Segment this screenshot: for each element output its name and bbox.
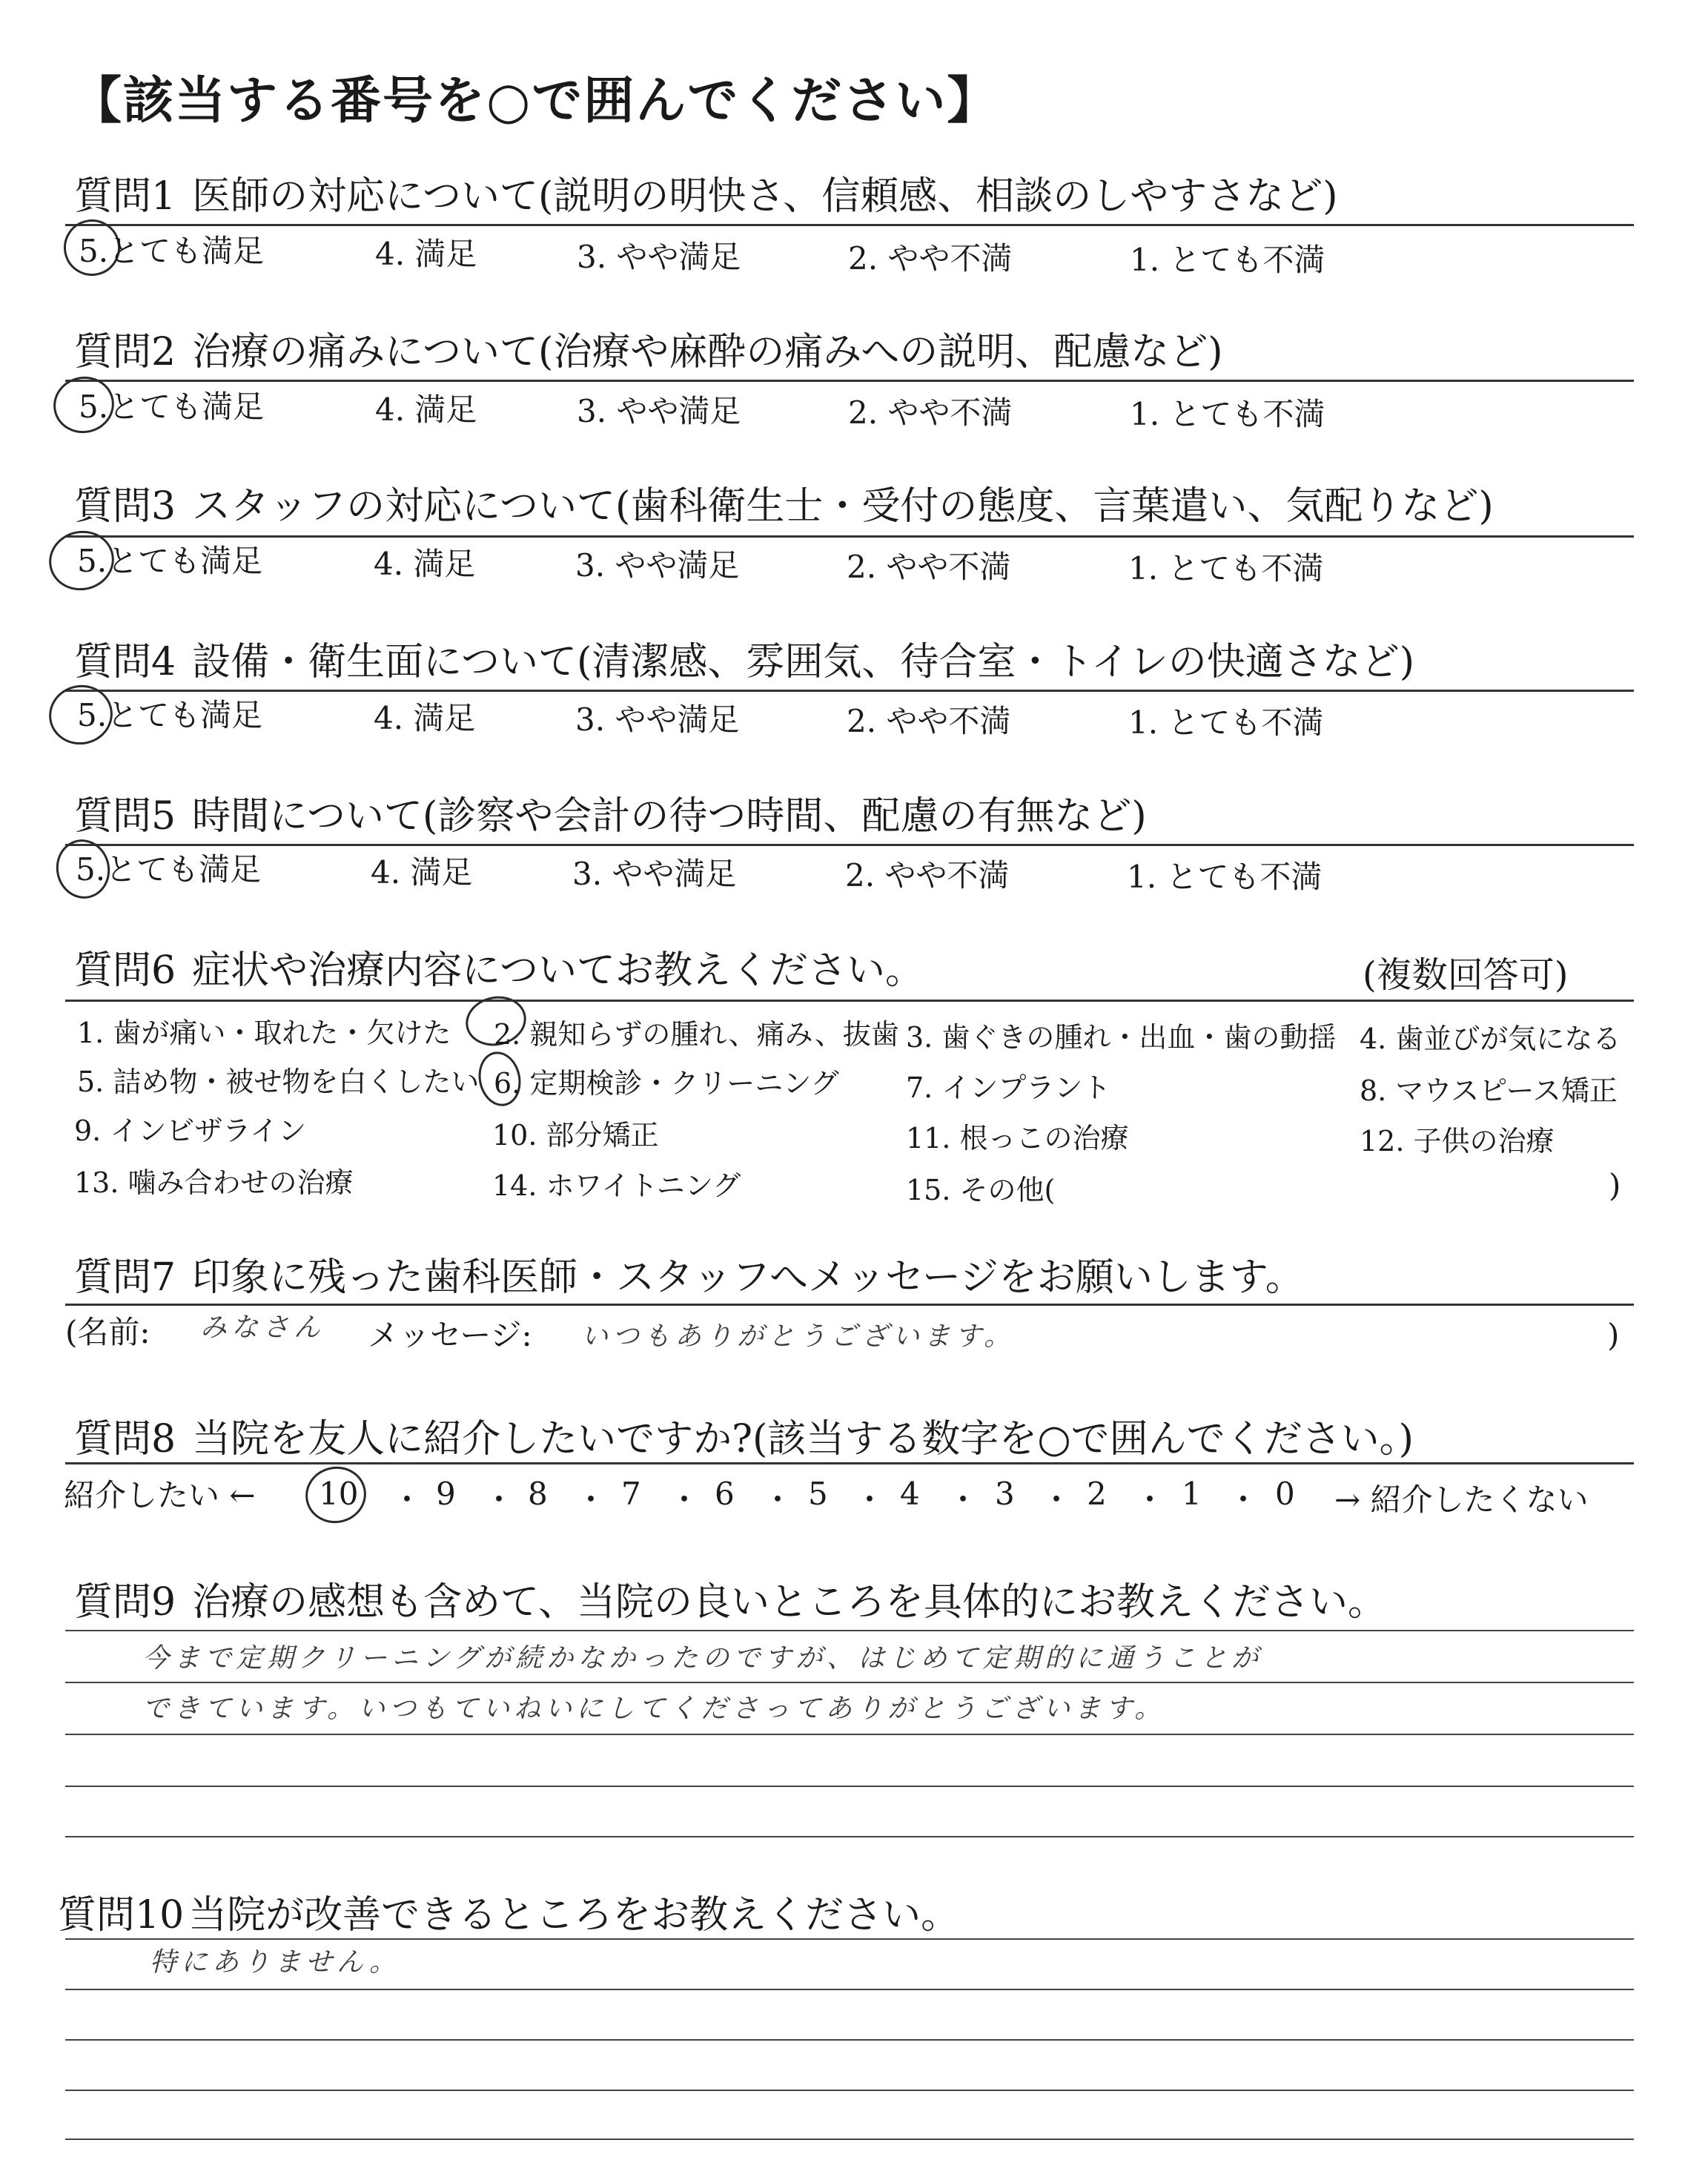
scale-dot: ・ bbox=[1134, 1482, 1166, 1518]
question-heading: 質問5 時間について(診察や会計の待つ時間、配慮の有無など) bbox=[74, 794, 1147, 839]
scale-7[interactable]: 7 bbox=[621, 1476, 641, 1512]
option-4[interactable]: 4. 満足 bbox=[371, 854, 473, 891]
question-heading: 質問6 症状や治療内容についてお教えください。 bbox=[74, 948, 924, 993]
option-5[interactable]: 5.とても満足 bbox=[77, 697, 263, 733]
q6-option-14[interactable]: 14. ホワイトニング bbox=[492, 1169, 741, 1202]
not-recommend-label: → 紹介したくない bbox=[1334, 1482, 1589, 1518]
answer-line bbox=[65, 1630, 1634, 1631]
scale-dot: ・ bbox=[1228, 1482, 1260, 1518]
scale-dot: ・ bbox=[575, 1482, 607, 1518]
option-4[interactable]: 4. 満足 bbox=[374, 700, 476, 736]
option-2[interactable]: 2. やや不満 bbox=[845, 857, 1010, 894]
page-title: 【該当する番号を○で囲んでください】 bbox=[71, 71, 999, 131]
q6-option-1[interactable]: 1. 歯が痛い・取れた・欠けた bbox=[77, 1017, 451, 1049]
option-5[interactable]: 5.とても満足 bbox=[79, 233, 265, 269]
scale-8[interactable]: 8 bbox=[528, 1476, 548, 1512]
option-1[interactable]: 1. とても不満 bbox=[1130, 242, 1325, 278]
scale-6[interactable]: 6 bbox=[715, 1476, 735, 1512]
scale-dot: ・ bbox=[947, 1482, 979, 1518]
question-heading: 質問3 スタッフの対応について(歯科衛生士・受付の態度、言葉遣い、気配りなど) bbox=[74, 484, 1494, 529]
question-heading: 質問2 治療の痛みについて(治療や麻酔の痛みへの説明、配慮など) bbox=[74, 330, 1223, 374]
scale-dot: ・ bbox=[1041, 1482, 1073, 1518]
q6-option-15[interactable]: 15. その他( bbox=[906, 1174, 1056, 1206]
option-5[interactable]: 5.とても満足 bbox=[79, 389, 265, 425]
q6-option-5[interactable]: 5. 詰め物・被せ物を白くしたい bbox=[77, 1066, 480, 1098]
question-heading: 質問4 設備・衛生面について(清潔感、雰囲気、待合室・トイレの快適さなど) bbox=[74, 640, 1415, 684]
message-handwritten: いつもありがとうございます。 bbox=[581, 1321, 1016, 1352]
option-3[interactable]: 3. やや満足 bbox=[577, 239, 741, 275]
answer-line bbox=[65, 1989, 1634, 1990]
option-3[interactable]: 3. やや満足 bbox=[577, 393, 741, 429]
name-label: (名前: bbox=[65, 1314, 150, 1350]
option-4[interactable]: 4. 満足 bbox=[375, 236, 477, 272]
option-4[interactable]: 4. 満足 bbox=[375, 392, 477, 428]
answer-line bbox=[65, 2090, 1634, 2091]
option-1[interactable]: 1. とても不満 bbox=[1127, 859, 1323, 895]
option-2[interactable]: 2. やや不満 bbox=[848, 394, 1013, 431]
option-3[interactable]: 3. やや満足 bbox=[575, 701, 740, 738]
divider bbox=[65, 1462, 1634, 1464]
answer-line bbox=[65, 1836, 1634, 1837]
divider bbox=[65, 690, 1634, 692]
option-1[interactable]: 1. とても不満 bbox=[1128, 704, 1324, 741]
question-heading: 質問9 治療の感想も含めて、当院の良いところを具体的にお教えください。 bbox=[74, 1580, 1387, 1625]
scale-dot: ・ bbox=[762, 1482, 794, 1518]
q6-option-8[interactable]: 8. マウスピース矯正 bbox=[1360, 1074, 1618, 1107]
scale-dot: ・ bbox=[391, 1482, 423, 1518]
scale-2[interactable]: 2 bbox=[1087, 1476, 1107, 1512]
answer-line bbox=[65, 1938, 1634, 1940]
q6-option-9[interactable]: 9. インビザライン bbox=[74, 1114, 307, 1147]
scale-10[interactable]: 10 bbox=[319, 1476, 359, 1512]
divider bbox=[65, 844, 1634, 846]
message-label: メッセージ: bbox=[368, 1317, 532, 1353]
scale-dot: ・ bbox=[854, 1482, 886, 1518]
q6-option-6[interactable]: 6. 定期検診・クリーニング bbox=[494, 1067, 839, 1100]
option-2[interactable]: 2. やや不満 bbox=[847, 703, 1011, 739]
question-heading: 質問1 医師の対応について(説明の明快さ、信頼感、相談のしやすさなど) bbox=[74, 174, 1338, 219]
option-4[interactable]: 4. 満足 bbox=[374, 546, 476, 582]
question-heading: 質問10 当院が改善できるところをお教えください。 bbox=[58, 1893, 960, 1938]
recommend-label: 紹介したい ← bbox=[64, 1477, 256, 1513]
q7-close-paren: ) bbox=[1607, 1317, 1620, 1353]
question-heading: 質問7 印象に残った歯科医師・スタッフへメッセージをお願いします。 bbox=[74, 1255, 1304, 1300]
q6-option-2[interactable]: 2. 親知らずの腫れ、痛み、抜歯 bbox=[494, 1018, 899, 1051]
scale-3[interactable]: 3 bbox=[995, 1476, 1015, 1512]
divider bbox=[65, 224, 1634, 226]
q6-option-13[interactable]: 13. 噛み合わせの治療 bbox=[74, 1166, 354, 1199]
divider bbox=[65, 380, 1634, 382]
answer-line bbox=[65, 2138, 1634, 2140]
q6-option-10[interactable]: 10. 部分矯正 bbox=[492, 1119, 659, 1152]
answer-handwritten-line2: できています。いつもていねいにしてくださってありがとうございます。 bbox=[142, 1694, 1166, 1724]
answer-line bbox=[65, 1786, 1634, 1787]
option-1[interactable]: 1. とても不満 bbox=[1128, 550, 1324, 587]
option-1[interactable]: 1. とても不満 bbox=[1130, 396, 1325, 432]
q6-option-11[interactable]: 11. 根っこの治療 bbox=[906, 1122, 1129, 1155]
option-2[interactable]: 2. やや不満 bbox=[848, 240, 1013, 277]
answer-handwritten-line1: 今まで定期クリーニングが続かなかったのですが、はじめて定期的に通うことが bbox=[142, 1643, 1263, 1674]
answer-line bbox=[65, 1682, 1634, 1683]
scale-0[interactable]: 0 bbox=[1275, 1476, 1295, 1512]
scale-9[interactable]: 9 bbox=[436, 1476, 456, 1512]
q6-option-3[interactable]: 3. 歯ぐきの腫れ・出血・歯の動揺 bbox=[906, 1021, 1337, 1054]
option-5[interactable]: 5.とても満足 bbox=[77, 543, 263, 579]
scale-4[interactable]: 4 bbox=[900, 1476, 920, 1512]
scale-5[interactable]: 5 bbox=[808, 1476, 828, 1512]
multiple-answer-note: (複数回答可) bbox=[1363, 954, 1569, 996]
option-5[interactable]: 5.とても満足 bbox=[76, 851, 262, 888]
q6-option-12[interactable]: 12. 子供の治療 bbox=[1360, 1125, 1555, 1157]
name-handwritten: みなさん bbox=[200, 1312, 325, 1343]
scale-dot: ・ bbox=[669, 1482, 701, 1518]
scale-1[interactable]: 1 bbox=[1182, 1476, 1202, 1512]
divider bbox=[65, 1304, 1634, 1306]
option-3[interactable]: 3. やや満足 bbox=[572, 856, 737, 892]
question-heading: 質問8 当院を友人に紹介したいですか?(該当する数字を○で囲んでください。) bbox=[74, 1417, 1414, 1462]
q6-option-4[interactable]: 4. 歯並びが気になる bbox=[1360, 1023, 1621, 1055]
scale-dot: ・ bbox=[483, 1482, 515, 1518]
divider bbox=[65, 535, 1634, 538]
option-2[interactable]: 2. やや不満 bbox=[847, 549, 1011, 585]
answer-line bbox=[65, 1734, 1634, 1735]
divider bbox=[65, 1000, 1634, 1002]
q6-option-7[interactable]: 7. インプラント bbox=[906, 1071, 1111, 1104]
answer-line bbox=[65, 2039, 1634, 2041]
q6-close-paren: ) bbox=[1609, 1167, 1621, 1203]
answer-handwritten: 特にありません。 bbox=[150, 1947, 401, 1978]
option-3[interactable]: 3. やや満足 bbox=[575, 547, 740, 584]
